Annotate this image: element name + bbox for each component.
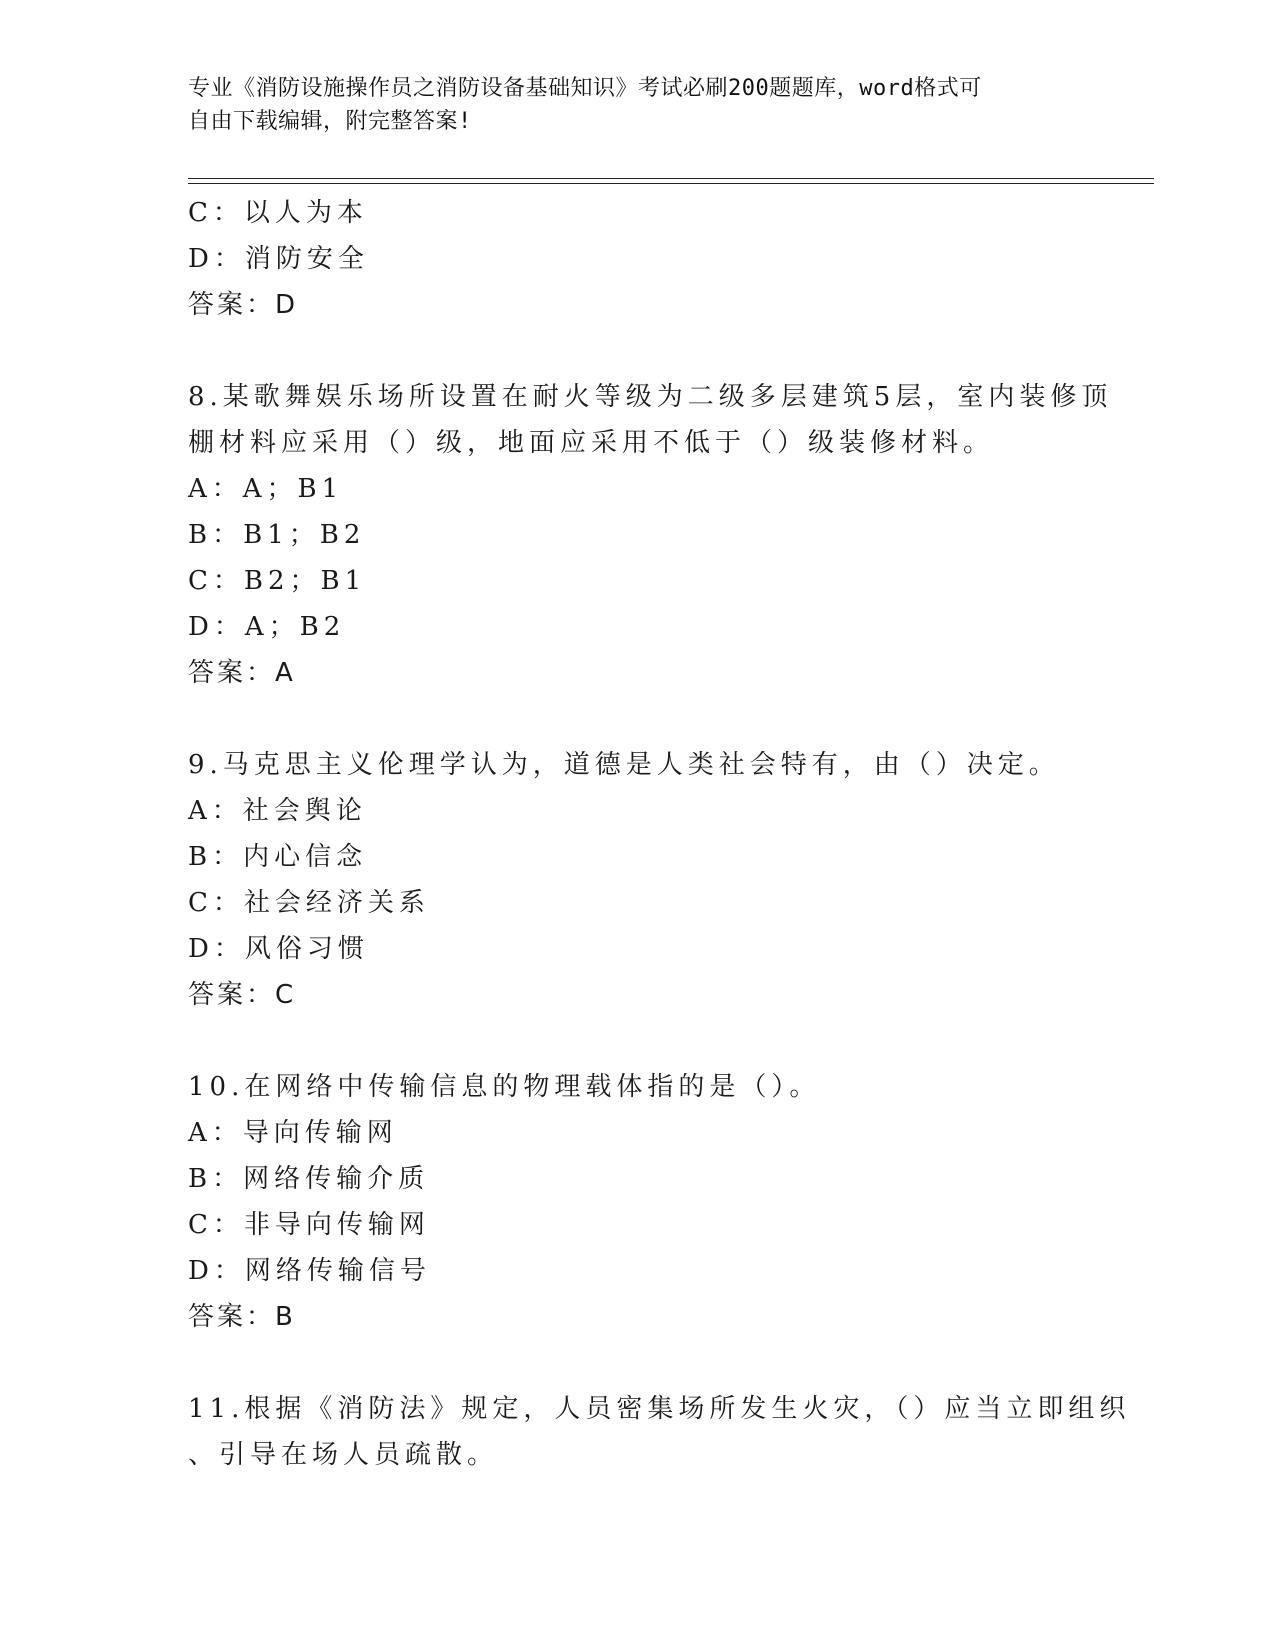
q7-option-d: D：消防安全 [188, 244, 369, 274]
q7-option-c: C：以人为本 [188, 198, 368, 228]
q8-stem-line-1: 8.某歌舞娱乐场所设置在耐火等级为二级多层建筑5层，室内装修顶 [188, 382, 1113, 412]
q8-stem-line-2: 棚材料应采用（）级，地面应采用不低于（）级装修材料。 [188, 428, 995, 458]
q10-stem-line-1: 10.在网络中传输信息的物理载体指的是（）。 [188, 1072, 821, 1102]
question-7 [188, 190, 1148, 328]
q9-stem-line-1: 9.马克思主义伦理学认为，道德是人类社会特有，由（）决定。 [188, 750, 1060, 780]
header-divider-secondary [188, 183, 1154, 184]
spacer [188, 1340, 1148, 1386]
q10-option-b: B：网络传输介质 [188, 1164, 430, 1194]
q8-option-d: D：A；B2 [188, 612, 346, 642]
question-11 [188, 1386, 1148, 1478]
spacer [188, 1018, 1148, 1064]
question-list [188, 190, 1148, 1478]
q8-option-a: A：A；B1 [188, 474, 344, 504]
spacer [188, 696, 1148, 742]
document-header [188, 72, 1068, 138]
header-title-line-2: 自由下载编辑，附完整答案! [188, 109, 472, 134]
q7-answer: 答案：D [188, 290, 299, 320]
q11-stem-line-2: 、引导在场人员疏散。 [188, 1440, 499, 1470]
question-9 [188, 742, 1148, 1018]
header-divider [188, 178, 1154, 179]
question-10 [188, 1064, 1148, 1340]
q10-option-a: A：导向传输网 [188, 1118, 398, 1148]
q10-option-c: C：非导向传输网 [188, 1210, 430, 1240]
q10-option-d: D：网络传输信号 [188, 1256, 431, 1286]
q11-stem-line-1: 11.根据《消防法》规定，人员密集场所发生火灾，（）应当立即组织 [188, 1394, 1131, 1424]
q8-option-c: C：B2；B1 [188, 566, 367, 596]
question-8 [188, 374, 1148, 696]
header-title-line-1: 专业《消防设施操作员之消防设备基础知识》考试必刷200题题库，word格式可 [188, 76, 982, 101]
q9-option-b: B：内心信念 [188, 842, 368, 872]
q9-option-a: A：社会舆论 [188, 796, 367, 826]
q9-option-c: C：社会经济关系 [188, 888, 430, 918]
spacer [188, 328, 1148, 374]
q8-option-b: B：B1；B2 [188, 520, 366, 550]
q8-answer: 答案：A [188, 658, 296, 688]
q10-answer: 答案：B [188, 1302, 296, 1332]
q9-answer: 答案：C [188, 980, 297, 1010]
q9-option-d: D：风俗习惯 [188, 934, 369, 964]
